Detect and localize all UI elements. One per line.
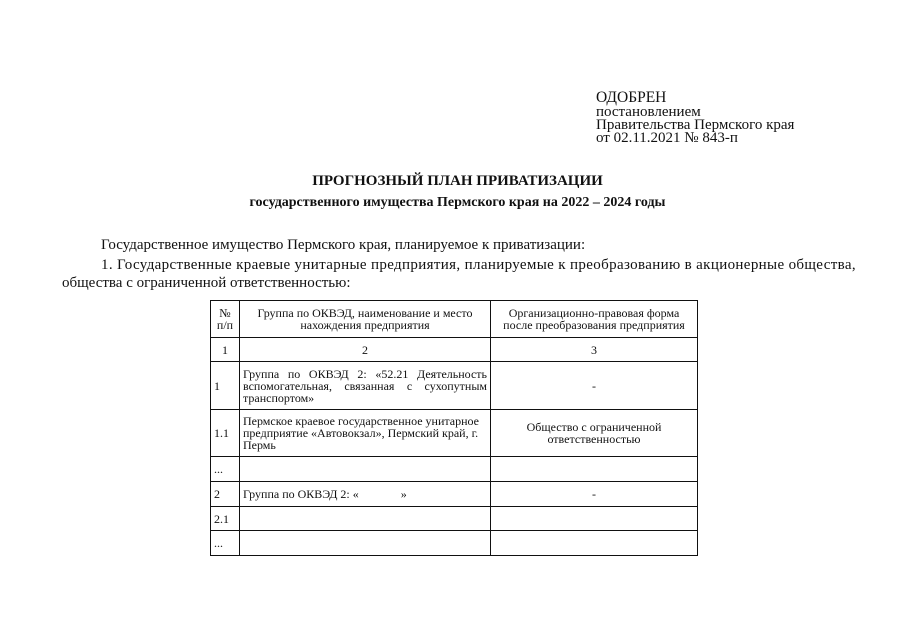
column-index-1: 1 [211,338,240,362]
table-row [211,531,698,556]
row-number: 1.1 [211,410,240,457]
privatization-table [210,300,698,556]
row-name: Группа по ОКВЭД 2: «52.21 Деятельность вспомогательная, связанная с сухопутным транспортом» [240,362,491,410]
section-1-line-1: 1. Государственные краевые унитарные предприятия, планируемые к преобразованию в акционерные общества, [101,257,856,273]
row-name: Пермское краевое государственное унитарное предприятие «Автовокзал», Пермский край, г. Пермь [240,410,491,457]
approval-line-date: от 02.11.2021 № 843-п [596,130,738,146]
row-number: ... [211,457,240,482]
row-name: Группа по ОКВЭД 2: « » [240,482,491,507]
row-number: 2.1 [211,507,240,531]
table-row [211,482,698,507]
row-number: ... [211,531,240,556]
row-form [491,531,698,556]
header-form: Организационно-правовая форма после преобразования предприятия [491,301,698,338]
approval-line-government: Правительства Пермского края [596,117,795,133]
table-row [211,410,698,457]
row-name [240,457,491,482]
table-row [211,507,698,531]
approval-line-decree: постановлением [596,104,701,120]
row-number: 1 [211,362,240,410]
column-index-3: 3 [491,338,698,362]
row-form: - [491,482,698,507]
row-name [240,531,491,556]
row-name [240,507,491,531]
header-name: Группа по ОКВЭД, наименование и место нахождения предприятия [240,301,491,338]
column-index-row [211,338,698,362]
section-1-line-2: общества с ограниченной ответственностью: [62,275,351,291]
row-form [491,457,698,482]
document-title: ПРОГНОЗНЫЙ ПЛАН ПРИВАТИЗАЦИИ [312,173,603,189]
header-number: № п/п [211,301,240,338]
row-form: - [491,362,698,410]
table-row [211,362,698,410]
table-row [211,457,698,482]
approval-stamp [596,91,794,145]
row-form: Общество с ограниченной ответственностью [491,410,698,457]
row-form [491,507,698,531]
table-header-row [211,301,698,338]
column-index-2: 2 [240,338,491,362]
row-number: 2 [211,482,240,507]
intro-paragraph: Государственное имущество Пермского края, планируемое к приватизации: [101,237,586,253]
approval-heading: ОДОБРЕН [596,89,667,106]
document-subtitle: государственного имущества Пермского края на 2022 – 2024 годы [249,195,666,210]
